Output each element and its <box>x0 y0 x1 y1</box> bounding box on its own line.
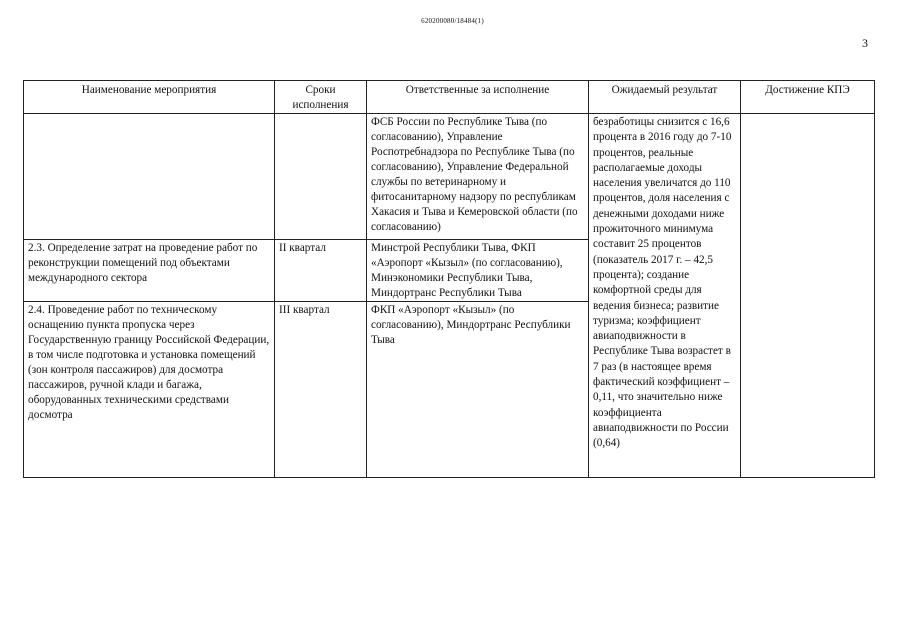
table-row <box>24 114 875 240</box>
cell-kpe <box>741 114 875 478</box>
cell-term: III квартал <box>275 302 367 478</box>
column-header-result: Ожидаемый результат <box>589 81 741 114</box>
column-header-kpe: Достижение КПЭ <box>741 81 875 114</box>
page-number: 3 <box>862 36 868 50</box>
cell-name: 2.3. Определение затрат на проведение работ по реконструкции помещений под объектами международного сектора <box>24 240 275 302</box>
cell-responsible: ФСБ России по Республике Тыва (по согласованию), Управление Роспотребнадзора по Республике Тыва (по согласованию), Управление Федеральной службы по ветеринарному и фитосанитарному надзору по республикам Хакасия и Тыва и Кемеровской области (по согласованию) <box>367 114 589 240</box>
cell-expected-result: безработицы снизится с 16,6 процента в 2016 году до 7-10 процентов, реальные располагаемые доходы населения увеличатся до 110 процентов, доля населения с денежными доходами ниже прожиточного минимума составит 25 процентов (показатель 2017 г. – 42,5 процента); создание комфортной среды для ведения бизнеса; развитие туризма; коэффициент авиаподвижности в Республике Тыва возрастет в 7 раз (в настоящее время фактический коэффициент – 0,11, что значительно ниже коэффициента авиаподвижности по России (0,64) <box>589 114 741 478</box>
cell-term: II квартал <box>275 240 367 302</box>
cell-responsible: Минстрой Республики Тыва, ФКП «Аэропорт «Кызыл» (по согласованию), Минэкономики Республики Тыва, Миндортранс Республики Тыва <box>367 240 589 302</box>
cell-name <box>24 114 275 240</box>
column-header-responsible: Ответственные за исполнение <box>367 81 589 114</box>
document-id: 620200080/18484(1) <box>421 17 484 25</box>
measures-table <box>23 80 875 478</box>
cell-responsible: ФКП «Аэропорт «Кызыл» (по согласованию), Миндортранс Республики Тыва <box>367 302 589 478</box>
column-header-name: Наименование мероприятия <box>24 81 275 114</box>
cell-name: 2.4. Проведение работ по техническому оснащению пункта пропуска через Государственную границу Российской Федерации, в том числе подготовка и установка помещений (зон контроля пассажиров) для досмотра пассажиров, ручной клади и багажа, оборудованных техническими средствами досмотра <box>24 302 275 478</box>
cell-term <box>275 114 367 240</box>
table-header-row <box>24 81 875 114</box>
column-header-term: Сроки исполнения <box>275 81 367 114</box>
